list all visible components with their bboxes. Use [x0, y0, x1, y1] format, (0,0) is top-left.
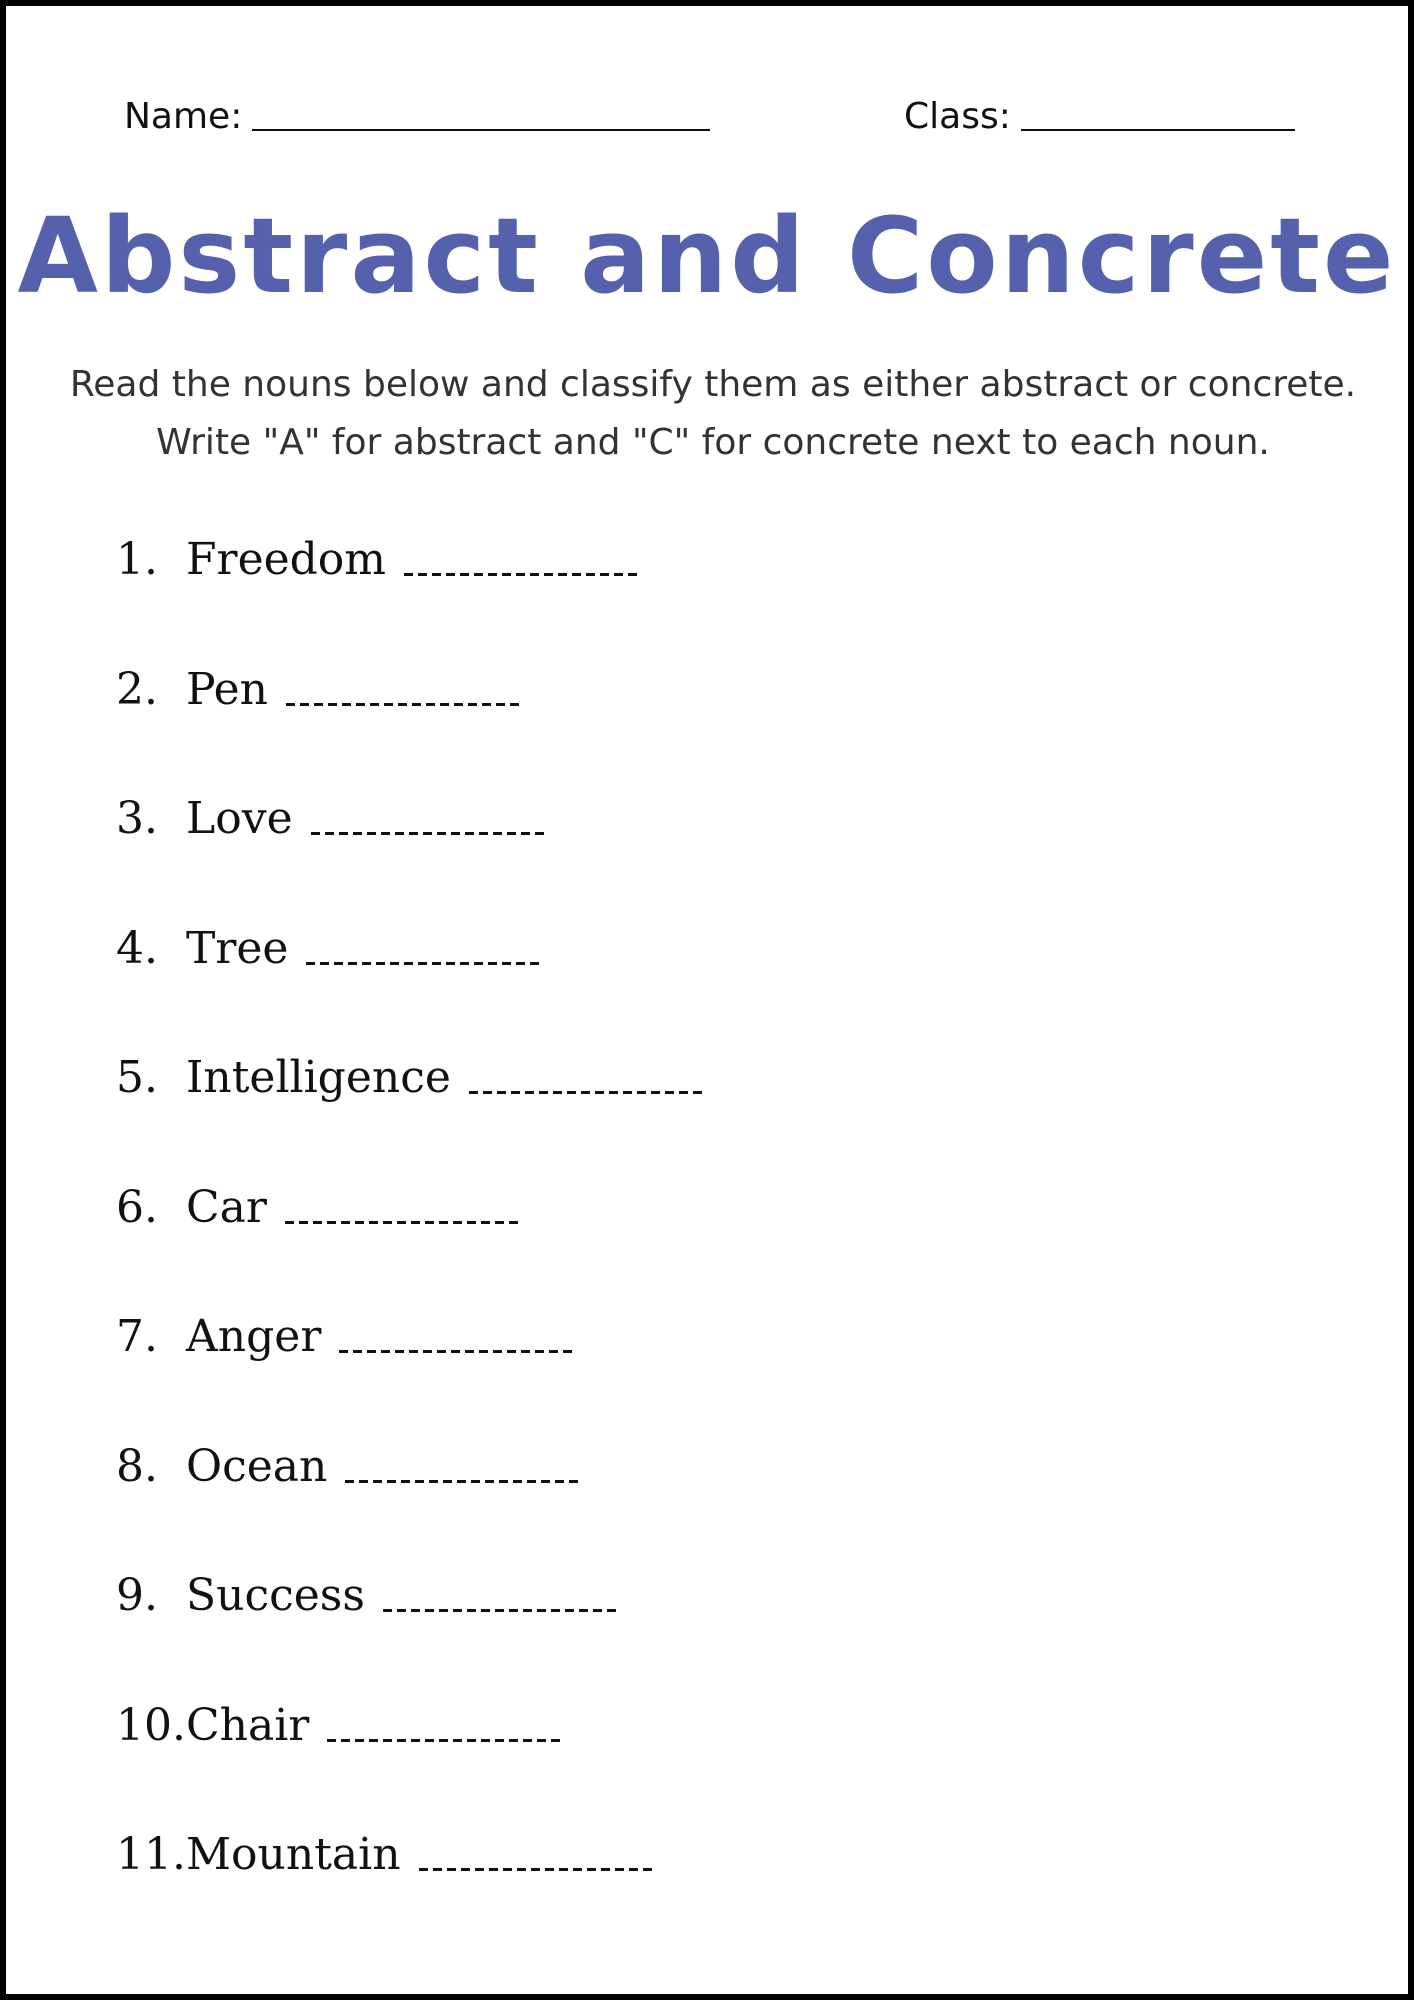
item-number: 4. — [116, 922, 158, 974]
list-item — [116, 664, 705, 794]
list-item — [116, 1700, 705, 1830]
item-number: 3. — [116, 793, 158, 844]
item-number: 10. — [116, 1699, 186, 1751]
name-field[interactable] — [124, 96, 710, 137]
item-number: 8. — [116, 1440, 158, 1492]
answer-blank[interactable] — [404, 573, 640, 576]
answer-blank[interactable] — [383, 1609, 619, 1612]
instructions-line-2: Write "A" for abstract and "C" for concrete next to each noun. — [156, 422, 1270, 463]
item-noun: Ocean — [186, 1440, 328, 1492]
name-label: Name: — [124, 96, 243, 137]
answer-blank[interactable] — [345, 1480, 581, 1483]
item-number: 2. — [116, 663, 158, 715]
item-number: 9. — [116, 1570, 158, 1621]
list-item — [116, 1182, 705, 1312]
item-noun: Car — [186, 1181, 267, 1233]
class-label: Class: — [904, 96, 1011, 137]
answer-blank[interactable] — [285, 1221, 521, 1224]
item-noun: Love — [186, 793, 293, 844]
item-number: 5. — [116, 1052, 158, 1103]
answer-blank[interactable] — [306, 962, 542, 965]
instructions — [46, 356, 1380, 472]
class-field[interactable] — [904, 96, 1295, 137]
header-fields — [6, 96, 1408, 146]
class-line[interactable] — [1021, 127, 1295, 131]
name-line[interactable] — [252, 127, 710, 131]
item-noun: Anger — [186, 1311, 322, 1362]
item-noun: Success — [186, 1570, 365, 1621]
list-item — [116, 1052, 705, 1182]
item-noun: Pen — [186, 663, 269, 715]
item-number: 7. — [116, 1311, 158, 1362]
instructions-line-1: Read the nouns below and classify them as either abstract or concrete. — [69, 364, 1357, 405]
item-number: 11. — [116, 1829, 186, 1880]
answer-blank[interactable] — [469, 1091, 705, 1094]
item-number: 1. — [116, 534, 158, 585]
answer-blank[interactable] — [311, 832, 547, 835]
list-item — [116, 1570, 705, 1700]
item-number: 6. — [116, 1181, 158, 1233]
item-noun: Chair — [186, 1699, 310, 1751]
item-noun: Mountain — [186, 1829, 401, 1880]
noun-list — [116, 534, 705, 1959]
answer-blank[interactable] — [339, 1350, 575, 1353]
list-item — [116, 534, 705, 664]
list-item — [116, 793, 705, 923]
list-item — [116, 923, 705, 1053]
item-noun: Intelligence — [186, 1052, 451, 1103]
answer-blank[interactable] — [419, 1868, 655, 1871]
list-item — [116, 1441, 705, 1571]
page-title: Abstract and Concrete — [17, 195, 1397, 317]
item-noun: Tree — [186, 922, 289, 974]
answer-blank[interactable] — [286, 703, 522, 706]
item-noun: Freedom — [186, 534, 387, 585]
list-item — [116, 1311, 705, 1441]
answer-blank[interactable] — [327, 1739, 563, 1742]
list-item — [116, 1829, 705, 1959]
